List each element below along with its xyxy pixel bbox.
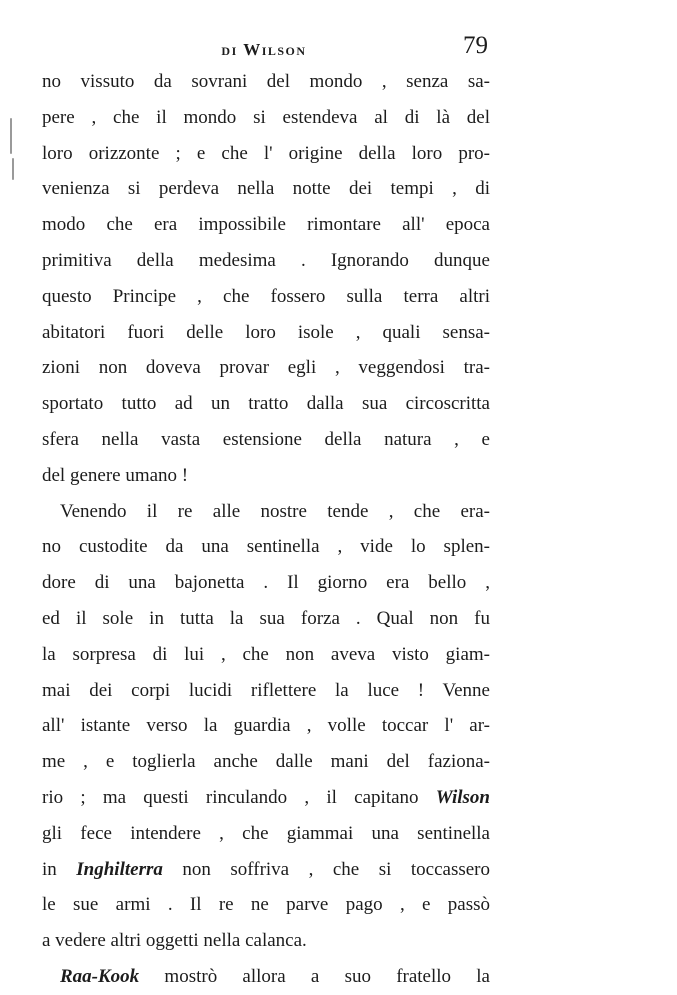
text-line bbox=[42, 959, 490, 995]
text-line: gli fece intendere , che giammai una sentinella bbox=[42, 822, 490, 844]
proper-name-wilson: Wilson bbox=[435, 786, 490, 808]
text-line: dore di una bajonetta . Il giorno era bello , bbox=[42, 572, 490, 594]
running-head: di Wilson bbox=[221, 40, 307, 59]
text-line: a vedere altri oggetti nella calanca. bbox=[42, 930, 307, 952]
text-line: sfera nella vasta estensione della natura , e bbox=[42, 428, 490, 450]
text-line: le sue armi . Il re ne parve pago , e passò bbox=[42, 894, 490, 916]
page-number: 79 bbox=[463, 32, 488, 59]
text-line: del genere umano ! bbox=[42, 464, 189, 486]
text-line: abitatori fuori delle loro isole , quali sensa- bbox=[42, 321, 490, 343]
paragraph bbox=[42, 494, 490, 959]
text-segment: in bbox=[42, 858, 77, 880]
margin-mark bbox=[12, 158, 14, 180]
paragraph bbox=[42, 64, 490, 494]
text-line: la sorpresa di lui , che non aveva visto giam- bbox=[42, 643, 490, 665]
text-line: sportato tutto ad un tratto dalla sua circoscritta bbox=[42, 393, 490, 415]
text-line: venienza si perdeva nella notte dei tempi , di bbox=[42, 178, 490, 200]
text-segment: non soffriva , che si toccassero bbox=[162, 858, 490, 880]
text-line: primitiva della medesima . Ignorando dunque bbox=[42, 249, 490, 271]
text-segment: rio ; ma questi rinculando , il capitano bbox=[42, 786, 436, 808]
text-line: pere , che il mondo si estendeva al di là del bbox=[42, 106, 490, 128]
text-line: all' istante verso la guardia , volle toccar l' ar- bbox=[42, 715, 490, 737]
text-segment: mostrò allora a suo fratello la bbox=[139, 965, 490, 987]
paragraph bbox=[42, 959, 490, 995]
proper-name-raa-kook: Raa-Kook bbox=[60, 965, 140, 987]
text-line: modo che era impossibile rimontare all' epoca bbox=[42, 214, 490, 236]
body-text bbox=[42, 64, 490, 995]
text-line: ed il sole in tutta la sua forza . Qual non fu bbox=[42, 607, 490, 629]
text-line: Venendo il re alle nostre tende , che era- bbox=[60, 500, 490, 522]
text-line: loro orizzonte ; e che l' origine della loro pro- bbox=[42, 142, 490, 164]
text-line: no custodite da una sentinella , vide lo splen- bbox=[42, 536, 490, 558]
text-line: no vissuto da sovrani del mondo , senza sa- bbox=[42, 71, 490, 92]
text-line: zioni non doveva provar egli , veggendosi tra- bbox=[42, 357, 490, 379]
margin-mark bbox=[10, 118, 12, 154]
text-line bbox=[42, 780, 490, 816]
proper-name-inghilterra: Inghilterra bbox=[76, 858, 163, 880]
text-line: questo Principe , che fossero sulla terra altri bbox=[42, 285, 490, 307]
text-line bbox=[42, 852, 490, 888]
text-line: mai dei corpi lucidi riflettere la luce ! Venne bbox=[42, 679, 490, 701]
text-line: me , e toglierla anche dalle mani del faziona- bbox=[42, 751, 490, 773]
